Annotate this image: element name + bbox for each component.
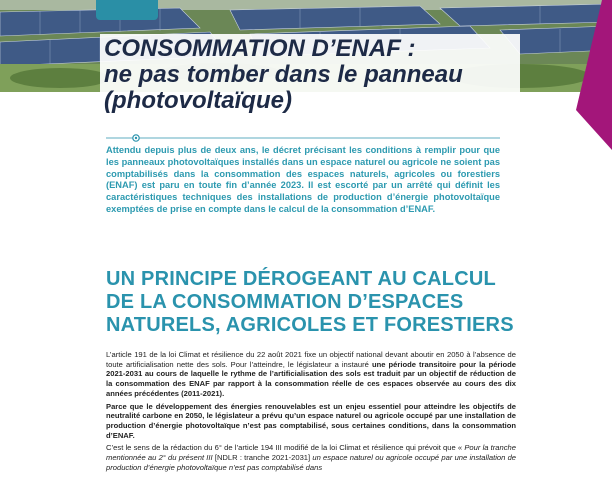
ornamental-divider [106, 133, 500, 143]
body-paragraph-1 [106, 350, 516, 399]
title-line-3: (photovoltaïque) [104, 87, 292, 114]
p3-italic-text-1: Pour la tranche mentionnée au 2° du présent III [106, 443, 516, 463]
section-heading [106, 268, 526, 337]
title-line-2: ne pas tomber dans le panneau [104, 61, 463, 88]
magenta-corner-band [572, 0, 612, 150]
article-title [104, 36, 544, 114]
body-text [106, 350, 516, 475]
p3-mid-text: [NDLR : tranche 2021-2031] [212, 453, 313, 463]
p3-italic-text-2: un espace naturel ou agricole occupé par une installation de production d’énergie photovoltaïque n’est pas comptabilisé dans [106, 453, 517, 472]
section-heading-line-2: DE LA CONSOMMATION D’ESPACES [106, 291, 464, 313]
section-heading-line-3: NATURELS, AGRICOLES ET FORESTIERS [106, 314, 514, 336]
section-heading-line-1: UN PRINCIPE DÉROGEANT AU CALCUL [106, 268, 496, 290]
body-paragraph-2: Parce que le développement des énergies renouvelables est un enjeu essentiel pour atteindre les objectifs de neutralité carbone en 2050, le législateur a prévu qu’un espace naturel ou agricole occupé par une installation de production d’énergie photovoltaïque n’est pas comptabilisé, sous certaines conditions, dans la consommation d’ENAF. [106, 401, 516, 440]
body-paragraph-3 [106, 443, 516, 472]
p1-text: L’article 191 de la loi Climat et résilience du 22 août 2021 fixe un objectif national devant aboutir en 2050 à l’absence de toute artificialisation nette des sols. Pour l’atteindre, le législateur a instauré [106, 350, 516, 369]
intro-paragraph: Attendu depuis plus de deux ans, le décret précisant les conditions à remplir pour que les panneaux photovoltaïques installés dans un espace naturel ou agricole ne soient pas comptabilisés dans la consommation des espaces naturels, agricoles ou forestiers (ENAF) est paru en toute fin d’année 2023. Il est escorté par un arrêté qui définit les caractéristiques techniques des installations de production d’énergie photovoltaïque exemptées de prise en compte dans le calcul de la consommation d’ENAF. [106, 145, 500, 214]
p3-text: C’est le sens de la rédaction du 6° de l’article 194 III modifié de la loi Climat et résilience qui prévoit que « [106, 443, 465, 453]
category-tab [96, 0, 158, 20]
p1-bold-text: une période transitoire pour la période 2021-2031 au cours de laquelle le rythme de l’artificialisation des sols est traduit par un objectif de réduction de la consommation des ENAF par rapport à la consommation réelle de ces espaces observée au cours des dix années précédentes (2011-2021). [106, 359, 517, 398]
title-line-1: CONSOMMATION D’ENAF : [104, 35, 416, 62]
